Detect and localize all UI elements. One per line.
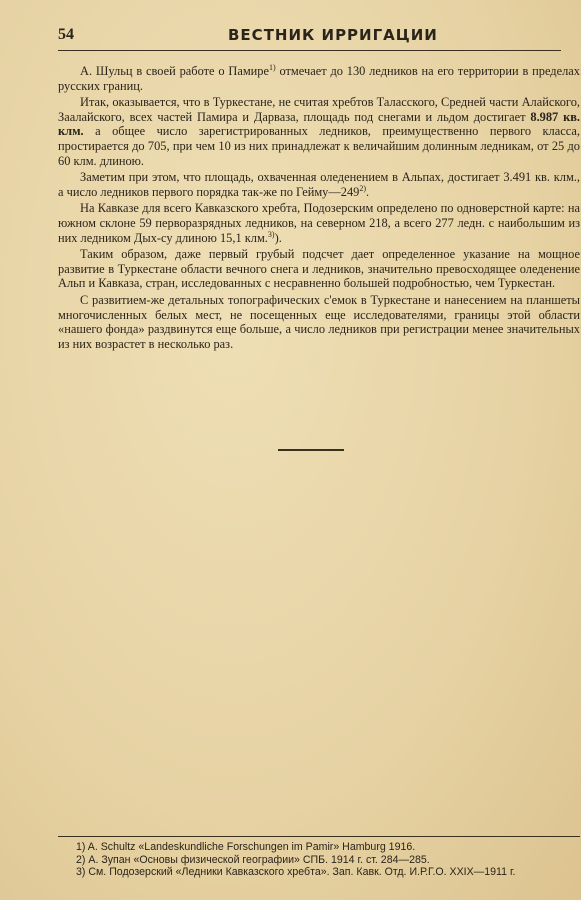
- footnote-ref: 3): [267, 229, 275, 239]
- article-body: [58, 64, 580, 353]
- footnote: 2) А. Зупан «Основы физической географии» СПБ. 1914 г. ст. 284—285.: [76, 853, 430, 866]
- paragraph: Итак, оказывается, что в Туркестане, не считая хребтов Таласского, Средней части Алайского, Заалайского, всех частей Памира и Дарваза, площадь под снегами и льдом достигает 8.987 кв. клм. а общее число зарегистрированных ледников, преимущественно первого класса, простирается до 705, при чем 10 из них принадлежат к величайшим долинным ледникам, от 25 до 60 клм. длиною.: [58, 95, 581, 168]
- area-figure: 8.987 кв. клм.: [58, 109, 581, 139]
- footnote-ref: 2): [359, 183, 367, 193]
- paragraph: Заметим при этом, что площадь, охваченная оледенением в Альпах, достигает 3.491 кв. клм., а число ледников первого порядка так-же по Гейму—249$^{2)}$.: [58, 170, 580, 199]
- footnotes: [58, 836, 580, 879]
- section-divider: [278, 449, 344, 451]
- page-header: [58, 24, 561, 51]
- paragraph: На Кавказе для всего Кавказского хребта, Подозерским определено по одноверстной карте: на южном склоне 59 перворазрядных ледников, на северном 218, а всего 277 ледн. с наибольшим из них ледником Дых-су длиною 15,1 клм.$^{3)}$).: [58, 201, 580, 245]
- paragraph: С развитием-же детальных топографических с'емок в Туркестане и нанесением на планшеты многочисленных белых мест, не посещенных еще исследователями, границы этой области «нашего фонда» раздвинутся еще больше, а число ледников при регистрации менее значительных из них возрастет в несколько раз.: [58, 292, 580, 351]
- footnote: 3) См. Подозерский «Ледники Кавказского хребта». Зап. Кавк. Отд. И.Р.Г.О. XXIX—1911 г.: [76, 866, 516, 879]
- journal-title: ВЕСТНИК ИРРИГАЦИИ: [228, 26, 438, 44]
- page-number: 54: [58, 26, 74, 43]
- paragraph: А. Шульц в своей работе о Памире$^{1)}$ отмечает до 130 ледников на его территории в пределах русских границ.: [58, 62, 580, 93]
- paragraph: Таким образом, даже первый грубый подсчет дает определенное указание на мощное развитие в Туркестане области вечного снега и ледников, значительно превосходящее оледенение Альп и Кавказа, стран, исследованных с несравненно большей подробностью, чем Туркестан.: [58, 247, 580, 291]
- footnote-ref: 1): [268, 62, 276, 72]
- footnote: 1) A. Schultz «Landeskundliche Forschungen im Pamir» Hamburg 1916.: [76, 841, 416, 853]
